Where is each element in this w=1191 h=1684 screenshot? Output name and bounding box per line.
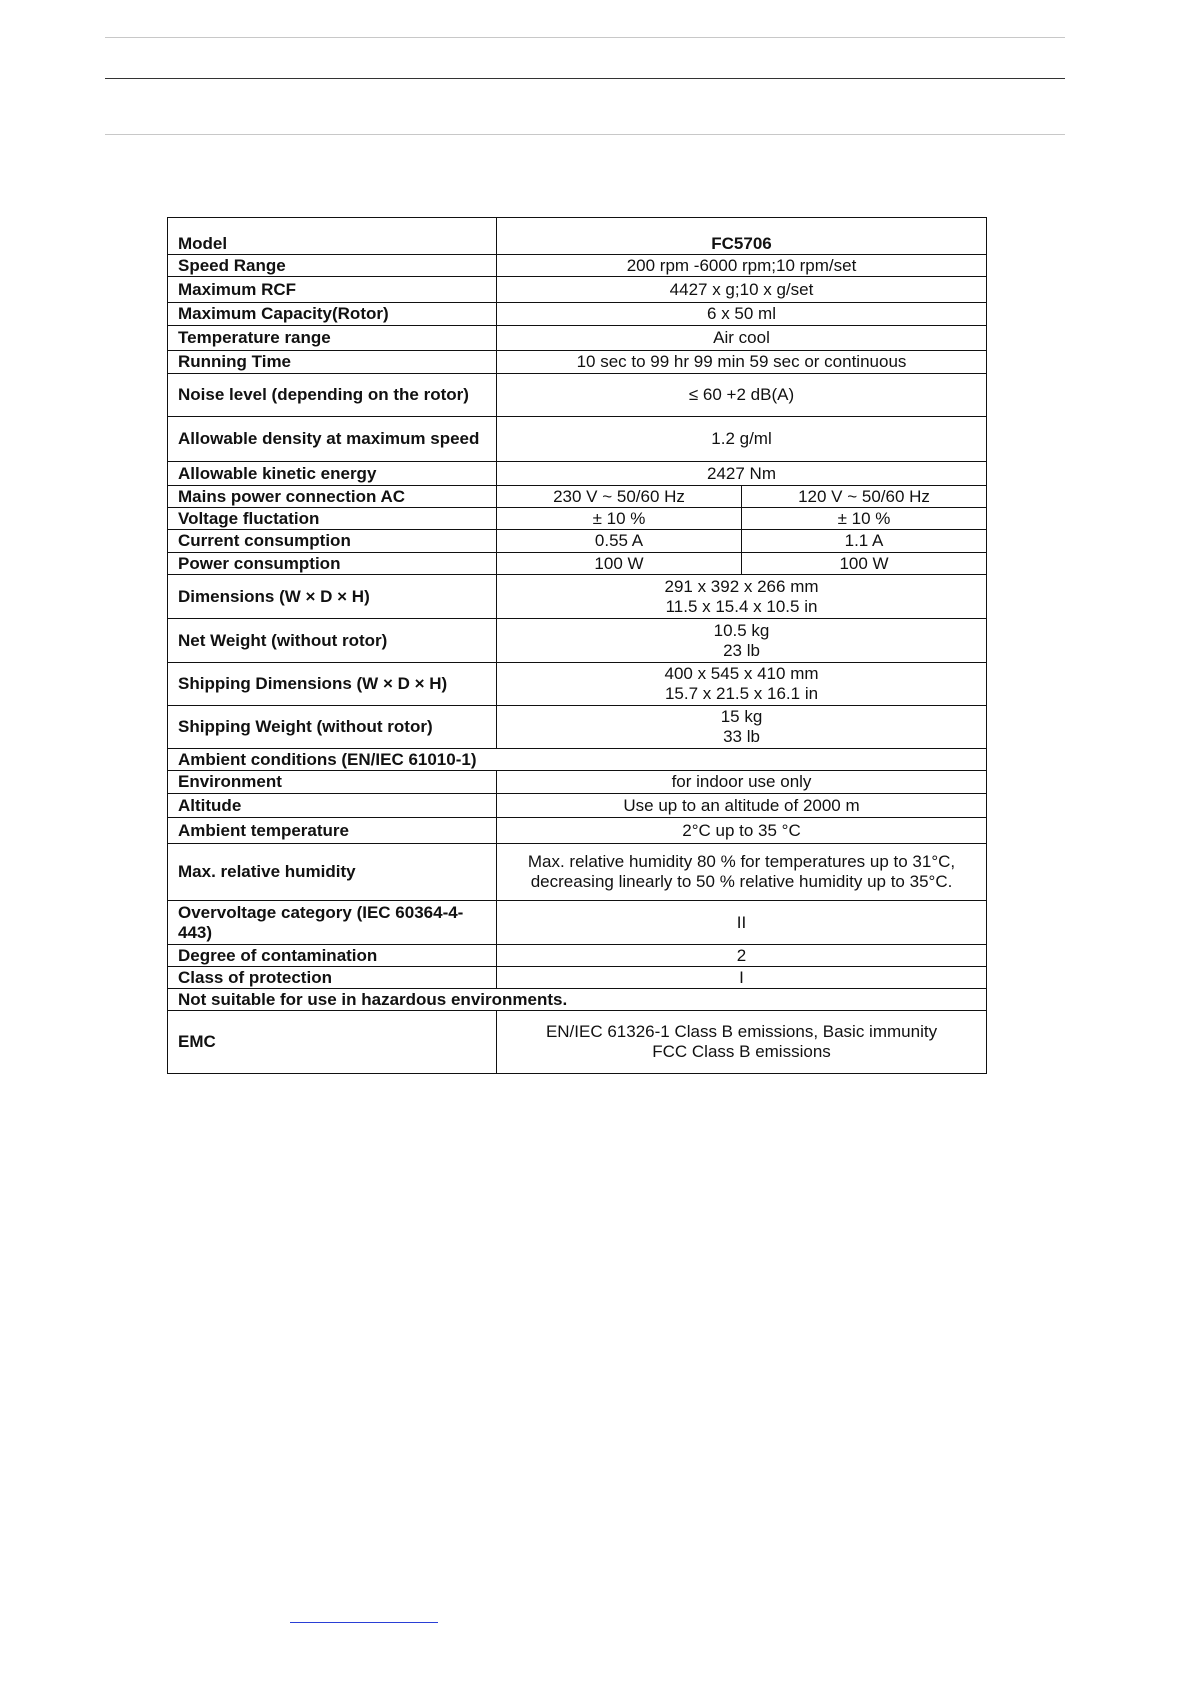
table-row: [168, 326, 987, 351]
table-row: [168, 575, 987, 619]
row-value: 2427 Nm: [497, 462, 987, 486]
value-line-imperial: 15.7 x 21.5 x 16.1 in: [664, 684, 819, 703]
row-label: Running Time: [168, 351, 497, 374]
row-label: Maximum RCF: [168, 277, 497, 303]
row-value: [497, 663, 987, 706]
row-label: Max. relative humidity: [168, 844, 497, 901]
header-rule-bottom: [105, 134, 1065, 135]
table-row: [168, 417, 987, 462]
row-label: Mains power connection AC: [168, 486, 497, 508]
row-label: Dimensions (W × D × H): [168, 575, 497, 619]
row-value: 200 rpm -6000 rpm;10 rpm/set: [497, 255, 987, 277]
value-line-imperial: 23 lb: [723, 640, 760, 660]
row-label: Model: [168, 218, 497, 255]
humidity-line-2: decreasing linearly to 50 % relative humidity up to 35°C.: [530, 872, 953, 891]
ambient-conditions-heading: Ambient conditions (EN/IEC 61010-1): [168, 749, 987, 771]
row-value: 10 sec to 99 hr 99 min 59 sec or continuous: [497, 351, 987, 374]
table-row: [168, 663, 987, 706]
table-row: [168, 818, 987, 844]
model-value: FC5706: [497, 218, 987, 255]
table-row: [168, 794, 987, 818]
value-120v: 120 V ~ 50/60 Hz: [742, 486, 987, 508]
emc-line-1: EN/IEC 61326-1 Class B emissions, Basic immunity: [545, 1022, 938, 1041]
row-value: 1.2 g/ml: [497, 417, 987, 462]
value-line-metric: 15 kg: [720, 707, 763, 726]
row-label: Ambient temperature: [168, 818, 497, 844]
value-230v: ± 10 %: [497, 508, 742, 530]
row-label: Current consumption: [168, 530, 497, 553]
table-row: [168, 351, 987, 374]
table-row: [168, 508, 987, 530]
table-row: [168, 255, 987, 277]
row-label: Degree of contamination: [168, 945, 497, 967]
value-line-metric: 400 x 545 x 410 mm: [664, 664, 819, 683]
table-row: [168, 706, 987, 749]
footer-link-underline[interactable]: [290, 1622, 438, 1623]
value-line-imperial: 11.5 x 15.4 x 10.5 in: [665, 596, 818, 616]
technical-data-table: [167, 217, 987, 1074]
table-row: [168, 771, 987, 794]
row-label: Temperature range: [168, 326, 497, 351]
row-label: Overvoltage category (IEC 60364-4-443): [168, 901, 497, 945]
row-label: Allowable density at maximum speed: [168, 417, 497, 462]
value-230v: 100 W: [497, 553, 742, 575]
row-value: 2: [497, 945, 987, 967]
table-row: [168, 530, 987, 553]
table-row: [168, 218, 987, 255]
row-value: I: [497, 967, 987, 989]
row-label: Altitude: [168, 794, 497, 818]
table-row: [168, 945, 987, 967]
row-value: [497, 575, 987, 619]
row-value: for indoor use only: [497, 771, 987, 794]
table-row: [168, 901, 987, 945]
table-row: [168, 553, 987, 575]
row-label: Class of protection: [168, 967, 497, 989]
value-line-metric: 10.5 kg: [713, 620, 770, 640]
table-row: [168, 619, 987, 663]
row-label: Shipping Weight (without rotor): [168, 706, 497, 749]
table-row: [168, 967, 987, 989]
row-value: 4427 x g;10 x g/set: [497, 277, 987, 303]
header-rule-top: [105, 37, 1065, 38]
row-value: [497, 706, 987, 749]
table-row: [168, 749, 987, 771]
row-label: Voltage fluctation: [168, 508, 497, 530]
value-120v: ± 10 %: [742, 508, 987, 530]
row-label: Power consumption: [168, 553, 497, 575]
table-row: [168, 844, 987, 901]
row-value: [497, 844, 987, 901]
row-label: Environment: [168, 771, 497, 794]
value-120v: 100 W: [742, 553, 987, 575]
value-230v: 0.55 A: [497, 530, 742, 553]
row-value: [497, 619, 987, 663]
emc-line-2: FCC Class B emissions: [652, 1042, 831, 1061]
table-row: [168, 277, 987, 303]
row-label: EMC: [168, 1011, 497, 1074]
row-value: Air cool: [497, 326, 987, 351]
table-row: [168, 303, 987, 326]
row-label: Speed Range: [168, 255, 497, 277]
row-label: Net Weight (without rotor): [168, 619, 497, 663]
value-line-imperial: 33 lb: [723, 727, 760, 746]
table-row: [168, 462, 987, 486]
table-row: [168, 989, 987, 1011]
table-row: [168, 1011, 987, 1074]
table-row: [168, 486, 987, 508]
row-value: ≤ 60 +2 dB(A): [497, 374, 987, 417]
row-label: Shipping Dimensions (W × D × H): [168, 663, 497, 706]
humidity-line-1: Max. relative humidity 80 % for temperatures up to 31°C,: [527, 852, 956, 871]
header-rule-main: [105, 78, 1065, 79]
row-label: Allowable kinetic energy: [168, 462, 497, 486]
row-value: II: [497, 901, 987, 945]
row-value: 2°C up to 35 °C: [497, 818, 987, 844]
row-value: 6 x 50 ml: [497, 303, 987, 326]
value-line-metric: 291 x 392 x 266 mm: [664, 576, 819, 596]
hazard-note: Not suitable for use in hazardous environments.: [168, 989, 987, 1011]
table-row: [168, 374, 987, 417]
row-value: [497, 1011, 987, 1074]
row-value: Use up to an altitude of 2000 m: [497, 794, 987, 818]
value-230v: 230 V ~ 50/60 Hz: [497, 486, 742, 508]
value-120v: 1.1 A: [742, 530, 987, 553]
row-label: Noise level (depending on the rotor): [168, 374, 497, 417]
row-label: Maximum Capacity(Rotor): [168, 303, 497, 326]
